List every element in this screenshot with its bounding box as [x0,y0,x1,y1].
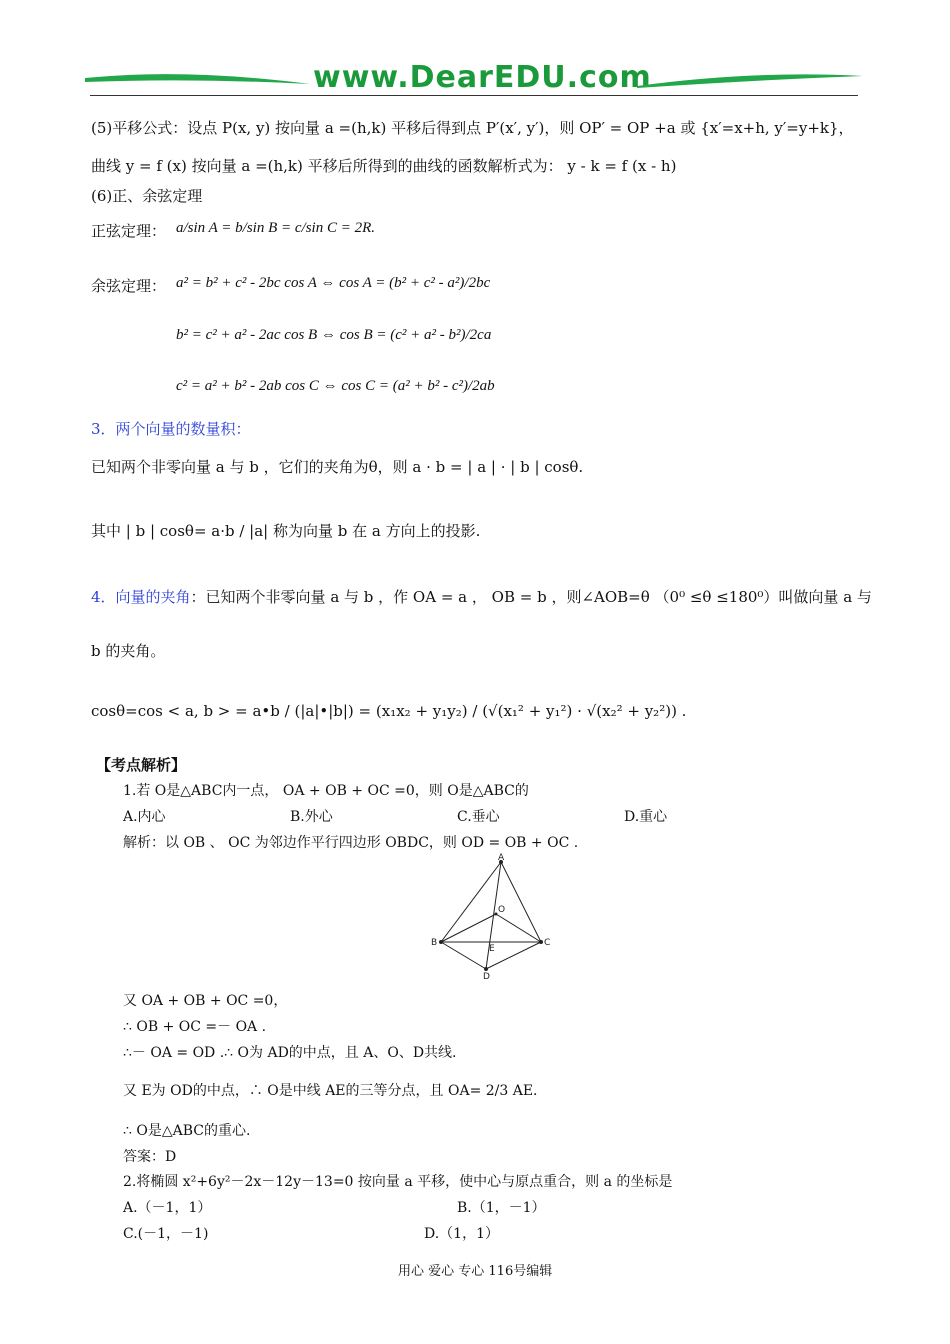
site-logo: www.DearEDU.com [313,60,652,95]
cosine-law-c: c² = a² + b² - 2ab cos C ⇔ cos C = (a² + b² - c²)/2ab [176,378,495,394]
trig-heading: (6)正、余弦定理 [91,187,203,205]
triangle-diagram [428,852,558,982]
q1-solution-5: 又 E为 OD的中点，∴ O是中线 AE的三等分点，且 OA= 2/3 AE. [123,1083,538,1099]
q1-solution-3: ∴ OB + OC =－ OA . [123,1019,267,1035]
angle-heading: 4．向量的夹角 [91,588,191,606]
cosine-label: 余弦定理： [91,277,167,295]
swoosh-right-icon [635,64,865,94]
q1-answer: 答案：D [123,1149,177,1165]
cosine-law-a: a² = b² + c² - 2bc cos A ⇔ cos A = (b² + c² - a²)/2bc [176,275,491,291]
label-d: D [483,972,490,982]
q2-option-b: B.（1，－1） [457,1200,546,1216]
label-c: C [544,938,551,948]
dot-product-heading: 3．两个向量的数量积： [91,420,251,438]
q1-solution-6: ∴ O是△ABC的重心. [123,1123,251,1139]
angle-definition: ：已知两个非零向量 a 与 b ，作 OA = a ， OB = b ，则∠AOB=θ （0⁰ ≤θ ≤180⁰）叫做向量 a 与 [190,588,872,606]
angle-line2: b 的夹角。 [91,642,166,660]
q1-option-b: B.外心 [290,809,333,825]
header [85,58,865,100]
swoosh-left-icon [85,64,315,94]
q1-solution-4: ∴－ OA = OD .∴ O为 AD的中点，且 A、O、D共线. [123,1045,457,1061]
sine-label: 正弦定理： [91,222,167,240]
label-b: B [431,938,438,948]
angle-formula: cosθ=cos < a, b > = a•b / (|a|•|b|) = (x₁x₂ + y₁y₂) / (√(x₁² + y₁²) · √(x₂² + y₂²)) . [91,702,687,720]
question-2: 2.将椭圆 x²+6y²－2x－12y－13=0 按向量 a 平移，使中心与原点重合，则 a 的坐标是 [123,1174,673,1190]
angle-line1 [91,586,872,607]
q1-option-a: A.内心 [123,809,166,825]
label-e: E [489,944,495,954]
question-1: 1.若 O是△ABC内一点， OA + OB + OC =0，则 O是△ABC的 [123,783,529,799]
label-o: O [498,905,506,915]
q2-option-d: D.（1，1） [424,1226,499,1242]
translation-formula-line2: 曲线 y = f (x) 按向量 a =(h,k) 平移后所得到的曲线的函数解析式为： y - k = f (x - h) [91,157,677,175]
sine-law: a/sin A = b/sin B = c/sin C = 2R. [176,220,375,236]
q1-solution-1: 解析：以 OB 、 OC 为邻边作平行四边形 OBDC，则 OD = OB + OC . [123,835,579,851]
dot-product-line2: 其中 | b | cosθ= a·b / |a| 称为向量 b 在 a 方向上的投影. [91,522,481,540]
translation-formula-line1: (5)平移公式：设点 P(x, y) 按向量 a =(h,k) 平移后得到点 P′(x′, y′)，则 OP′ = OP +a 或 {x′=x+h, y′=y+k}， [91,119,854,137]
q1-solution-2: 又 OA + OB + OC =0， [123,993,288,1009]
cosine-law-b: b² = c² + a² - 2ac cos B ⇔ cos B = (c² + a² - b²)/2ca [176,327,492,343]
q2-option-c: C.(－1，－1) [123,1226,209,1242]
footer: 用心 爱心 专心 116号编辑 [398,1264,553,1279]
dot-product-line1: 已知两个非零向量 a 与 b ，它们的夹角为θ，则 a · b = | a | · | b | cosθ. [91,458,584,476]
q1-option-c: C.垂心 [457,809,500,825]
analysis-heading: 【考点解析】 [96,756,187,774]
q1-option-d: D.重心 [624,809,668,825]
label-a: A [498,853,505,863]
q2-option-a: A.（－1，1） [123,1200,212,1216]
header-rule [90,95,858,96]
